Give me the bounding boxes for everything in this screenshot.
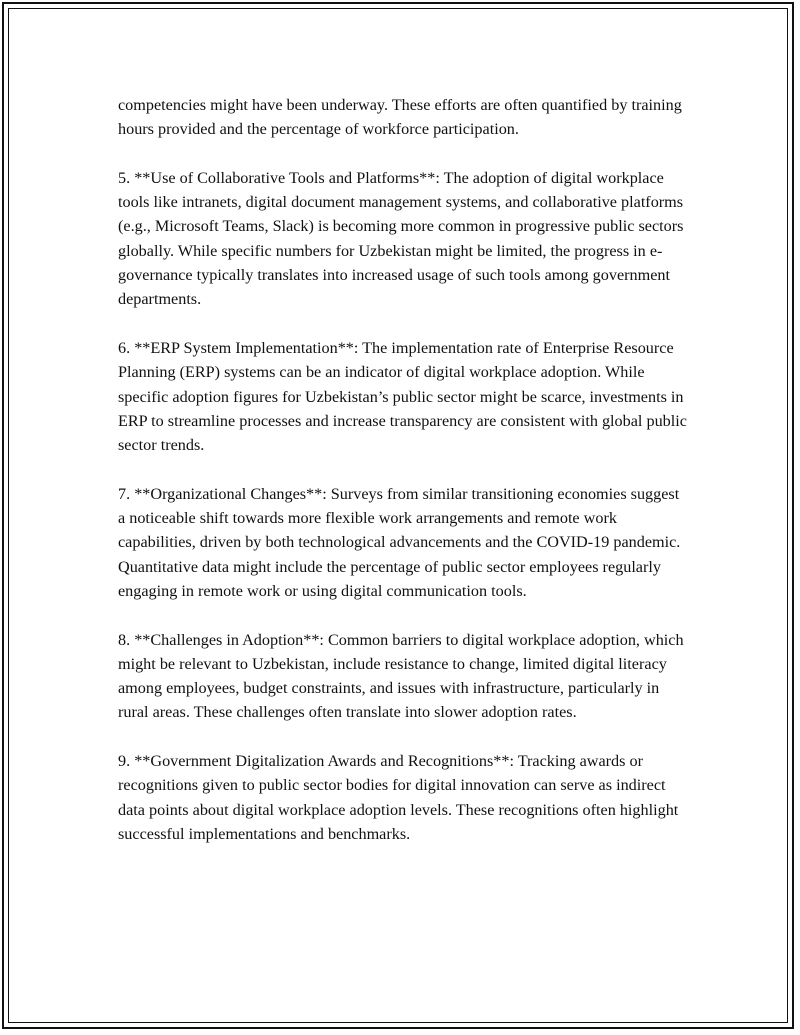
paragraph-item-6: 6. **ERP System Implementation**: The implementation rate of Enterprise Resource Planning (ERP) systems can be an indicator of digital workplace adoption. While specific adoption figures for Uzbekistan’s public sector might be scarce, investments in ERP to streamline processes and increase transparency are consistent with global public sector trends. [118,338,687,455]
paragraph-item-8: 8. **Challenges in Adoption**: Common barriers to digital workplace adoption, which might be relevant to Uzbekistan, include resistance to change, limited digital literacy among employees, budget constraints, and issues with infrastructure, particularly in rural areas. These challenges often translate into slower adoption rates. [118,630,684,722]
paragraph-item-7: 7. **Organizational Changes**: Surveys from similar transitioning economies suggest a noticeable shift towards more flexible work arrangements and remote work capabilities, driven by both technological advancements and the COVID-19 pandemic. Quantitative data might include the percentage of public sector employees regularly engaging in remote work or using digital communication tools. [118,484,681,600]
paragraph-item-5: 5. **Use of Collaborative Tools and Platforms**: The adoption of digital workplace tools like intranets, digital document management systems, and collaborative platforms (e.g., Microsoft Teams, Slack) is becoming more common in progressive public sectors globally. While specific numbers for Uzbekistan might be limited, the progress in e-governance typically translates into increased usage of such tools among government departments. [118,168,684,309]
document-body [118,93,688,871]
paragraph-continuation: competencies might have been underway. These efforts are often quantified by training hours provided and the percentage of workforce participation. [118,96,682,139]
paragraph-item-9: 9. **Government Digitalization Awards and Recognitions**: Tracking awards or recognitions given to public sector bodies for digital innovation can serve as indirect data points about digital workplace adoption levels. These recognitions often highlight successful implementations and benchmarks. [118,752,679,843]
